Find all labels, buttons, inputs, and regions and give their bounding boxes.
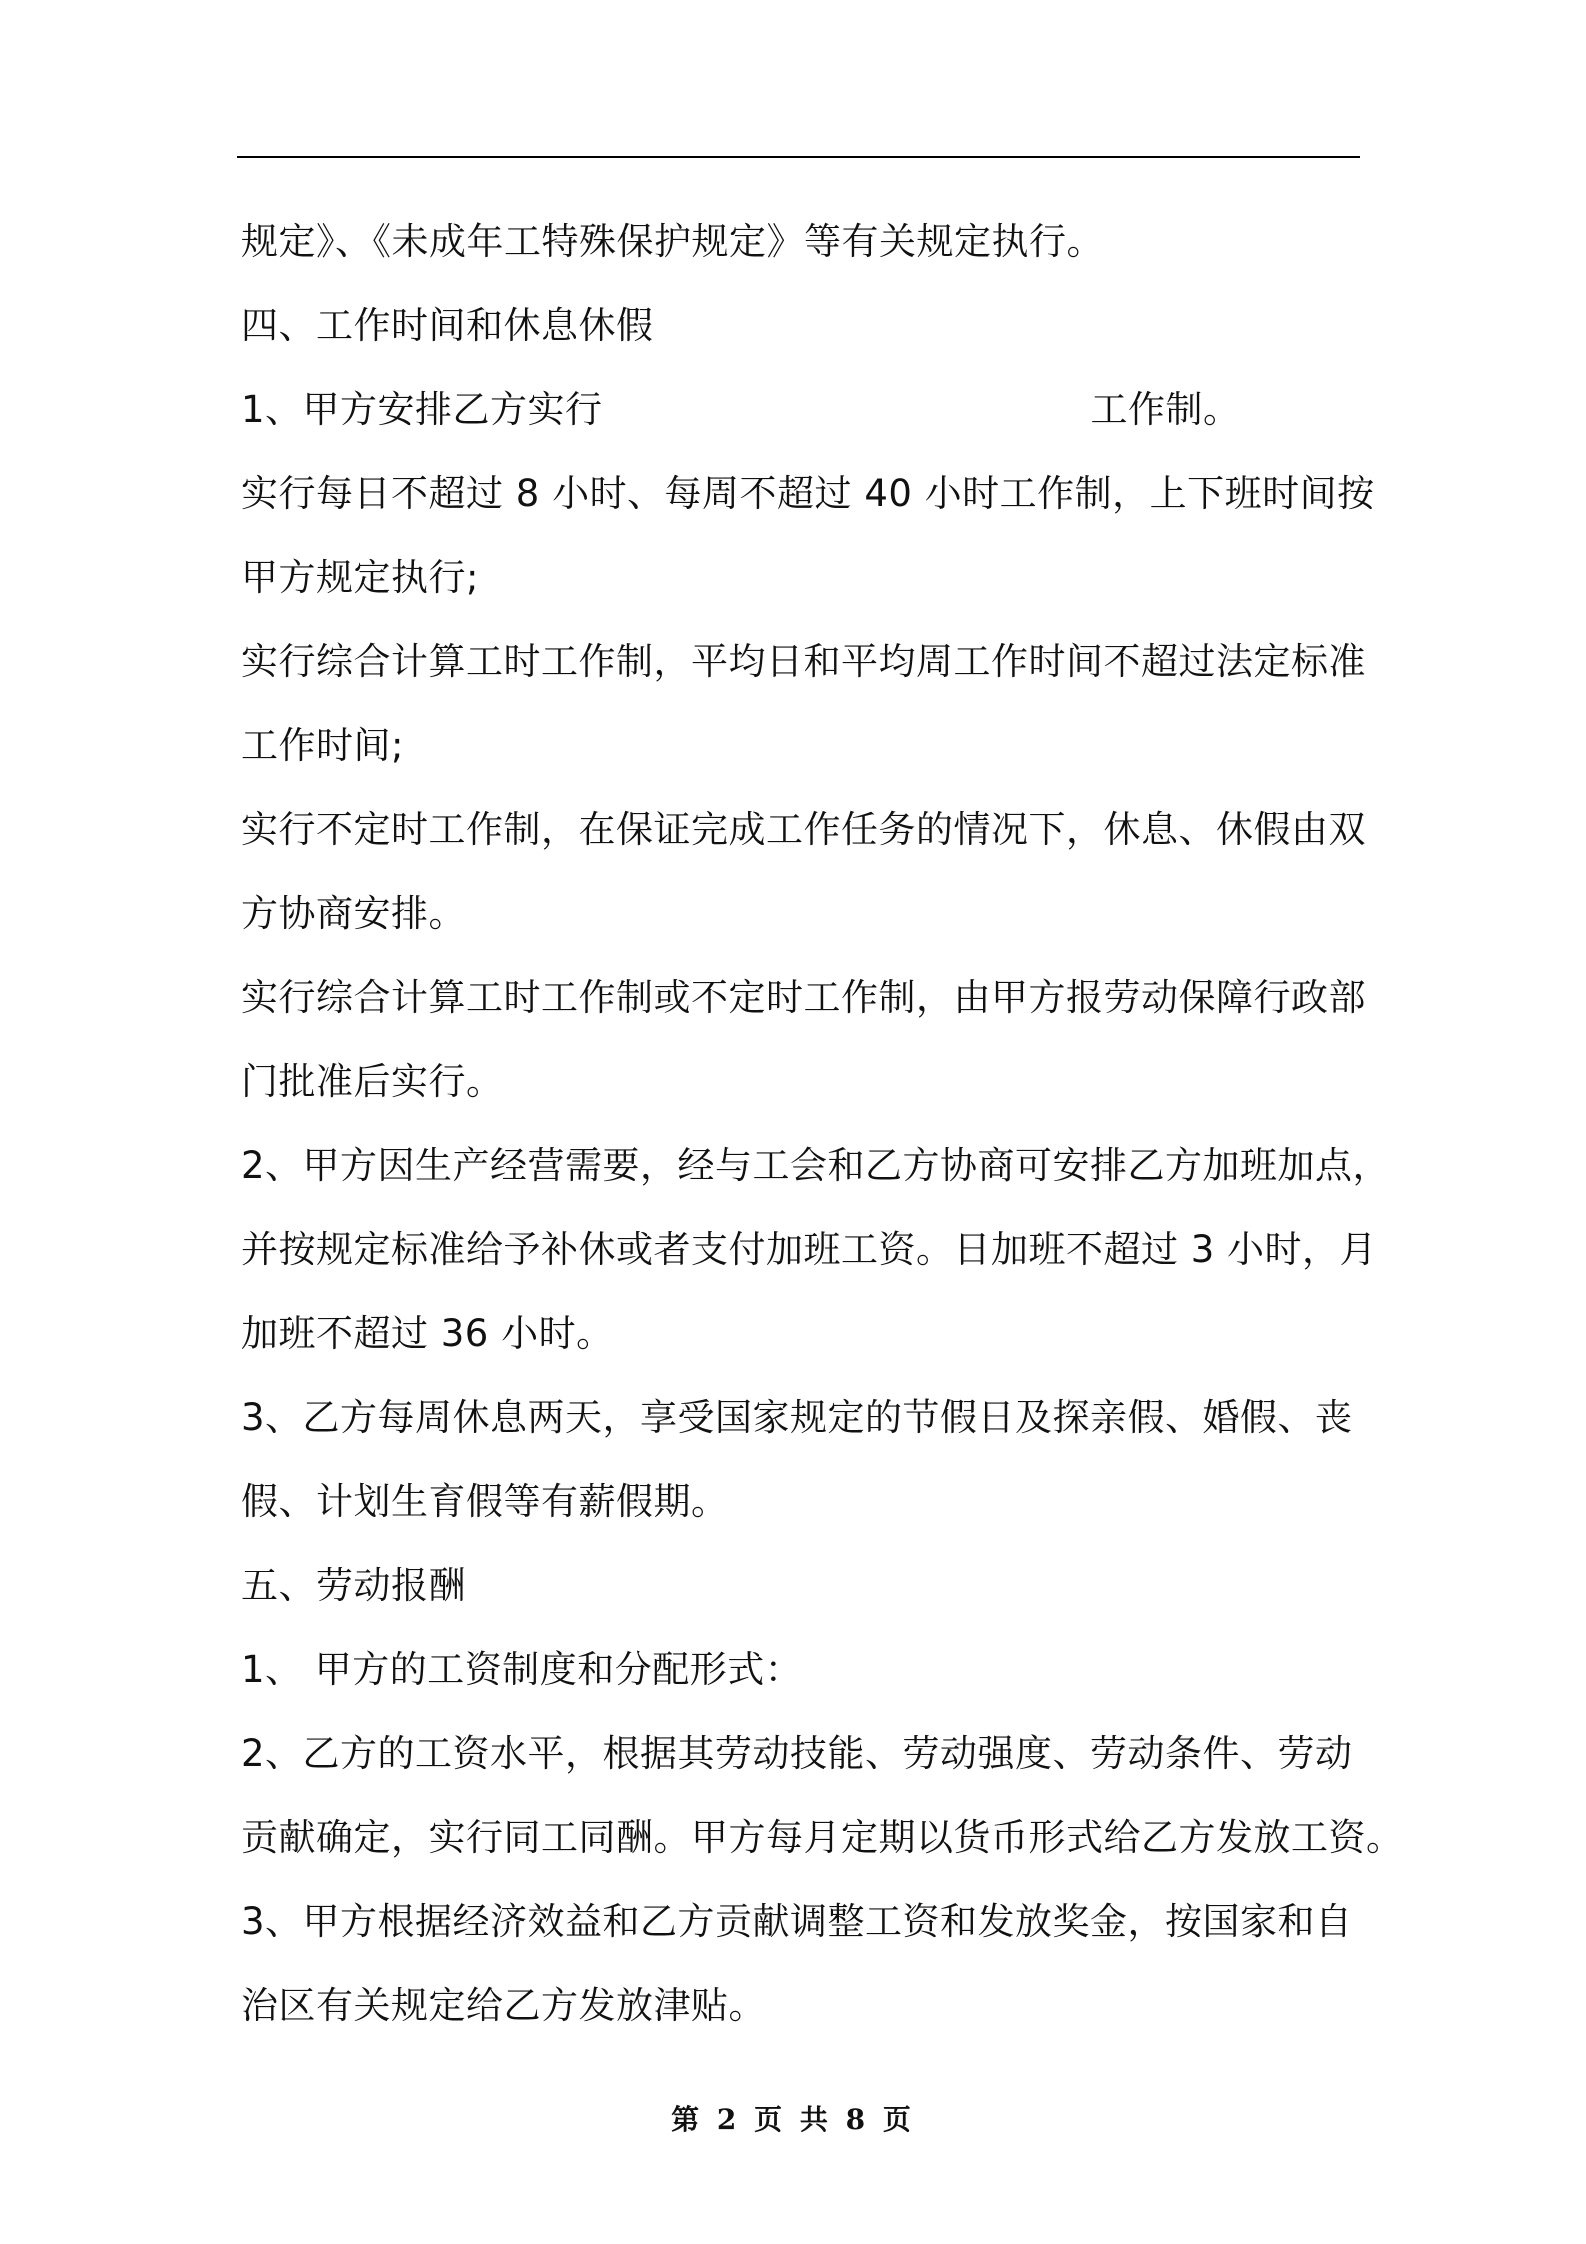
paragraph-line: 并按规定标准给予补休或者支付加班工资。日加班不超过 3 小时，月 <box>241 1228 1378 1271</box>
paragraph-line: 方协商安排。 <box>241 892 466 935</box>
paragraph-line: 门批准后实行。 <box>241 1060 504 1103</box>
paragraph-line: 2、乙方的工资水平，根据其劳动技能、劳动强度、劳动条件、劳动 <box>241 1732 1353 1775</box>
paragraph-line: 规定》、《未成年工特殊保护规定》等有关规定执行。 <box>241 220 1104 263</box>
paragraph-line: 实行综合计算工时工作制或不定时工作制，由甲方报劳动保障行政部 <box>241 976 1366 1019</box>
paragraph-line: 实行综合计算工时工作制，平均日和平均周工作时间不超过法定标准 <box>241 640 1366 683</box>
paragraph-line: 假、计划生育假等有薪假期。 <box>241 1480 729 1523</box>
paragraph-line: 贡献确定，实行同工同酬。甲方每月定期以货币形式给乙方发放工资。 <box>241 1816 1404 1859</box>
header-rule <box>237 156 1360 158</box>
section-heading: 四、工作时间和休息休假 <box>241 304 654 347</box>
fill-in-prefix: 1、甲方安排乙方实行 <box>241 388 603 431</box>
paragraph-line: 3、甲方根据经济效益和乙方贡献调整工资和发放奖金，按国家和自 <box>241 1900 1353 1943</box>
paragraph-line: 治区有关规定给乙方发放津贴。 <box>241 1984 766 2027</box>
paragraph-line: 工作时间; <box>241 724 404 767</box>
section-heading: 五、劳动报酬 <box>241 1564 466 1607</box>
paragraph-line: 2、甲方因生产经营需要，经与工会和乙方协商可安排乙方加班加点， <box>241 1144 1391 1187</box>
paragraph-line: 甲方规定执行; <box>241 556 479 599</box>
fill-in-line <box>241 368 1371 452</box>
paragraph-line: 实行每日不超过 8 小时、每周不超过 40 小时工作制，上下班时间按 <box>241 472 1375 515</box>
paragraph-line: 加班不超过 36 小时。 <box>241 1312 614 1355</box>
document-body <box>241 200 1404 2048</box>
paragraph-line: 3、乙方每周休息两天，享受国家规定的节假日及探亲假、婚假、丧 <box>241 1396 1353 1439</box>
paragraph-line: 实行不定时工作制，在保证完成工作任务的情况下，休息、休假由双 <box>241 808 1366 851</box>
fill-in-suffix: 工作制。 <box>1090 388 1241 431</box>
paragraph-line: 1、 甲方的工资制度和分配形式： <box>241 1648 803 1691</box>
page-number: 第 2 页 共 8 页 <box>671 2103 915 2136</box>
